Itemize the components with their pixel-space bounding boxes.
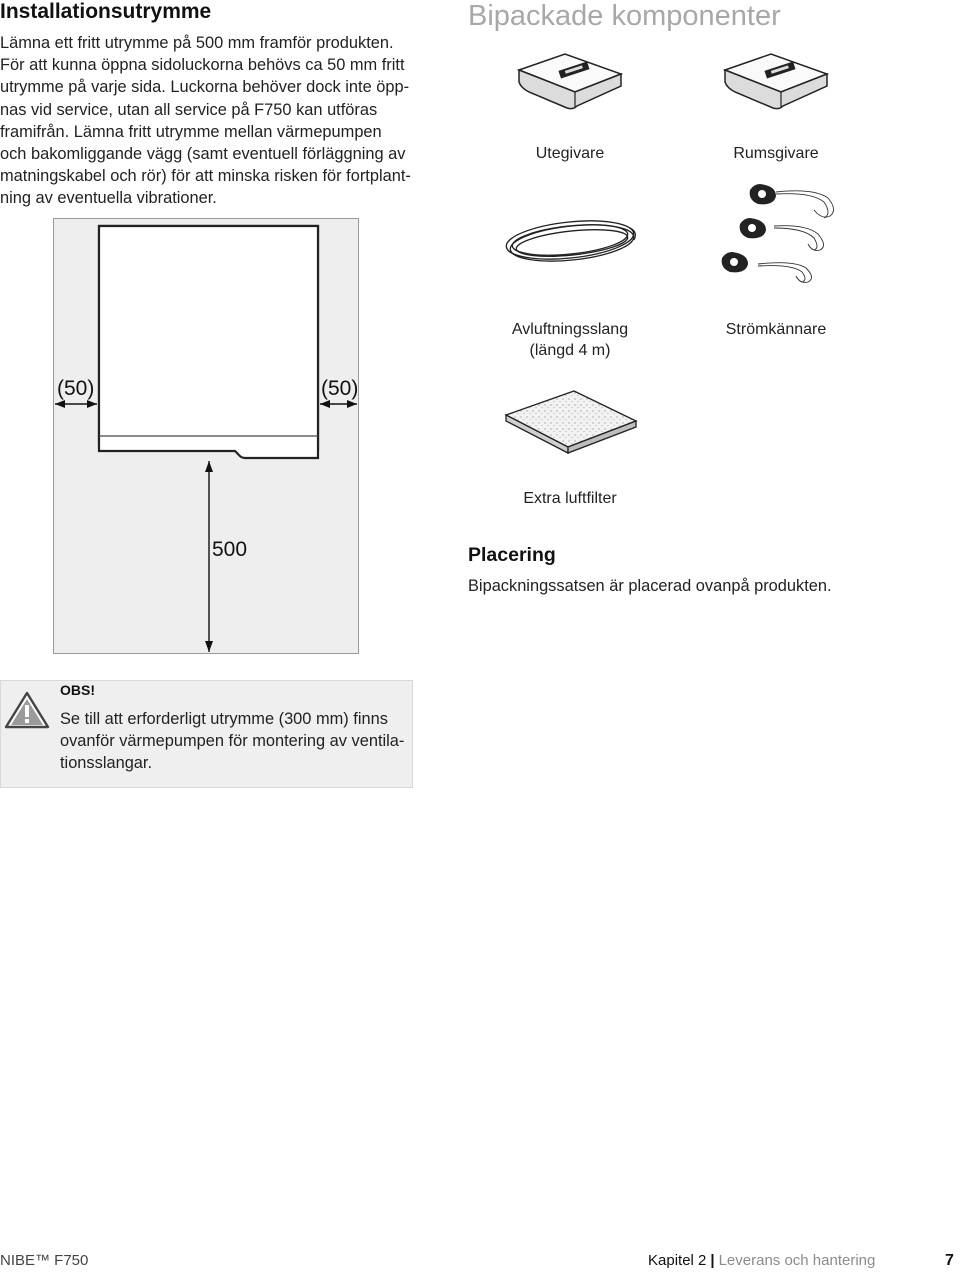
paragraph-line: Lämna ett fritt utrymme på 500 mm framför produkten. [0,34,394,52]
placement-heading: Placering [468,544,556,566]
right-clearance-label: (50) [321,377,359,400]
caption-line: Avluftningsslang [511,321,629,338]
footer-chapter-title: Leverans och hantering [718,1252,876,1269]
section-title-installation: Installationsutrymme [0,0,212,23]
footer-product: NIBE™ F750 [0,1252,89,1269]
note-line: Se till att erforderligt utrymme (300 mm) finns [60,710,388,728]
clearance-diagram [53,218,359,654]
paragraph-line: För att kunna öppna sidoluckorna behövs ca 50 mm fritt [0,56,405,75]
outdoor-sensor-icon [515,48,625,118]
front-clearance-label: 500 [212,538,248,561]
footer-separator: | [710,1252,715,1269]
page-number: 7 [945,1252,954,1269]
clearance-diagram-svg [53,218,359,654]
caption-room-sensor [716,143,836,164]
heat-pump-body [99,226,318,458]
caption-current-sensor [706,319,846,340]
footer-chapter-number: Kapitel 2 [648,1252,707,1269]
warning-icon [3,690,51,730]
paragraph-line: och bakomliggande vägg (samt eventuell förläggning av [0,145,406,164]
paragraph-line: framifrån. Lämna fritt utrymme mellan värmepumpen [0,122,382,141]
paragraph-line: ning av eventuella vibrationer. [0,189,217,208]
caption-line: Extra luftfilter [523,490,617,507]
paragraph-line: utrymme på varje sida. Luckorna behöver dock inte öpp- [0,78,410,97]
current-sensor-icon [714,180,844,290]
placement-text: Bipackningssatsen är placerad ovanpå produkten. [468,577,832,595]
footer-chapter [648,1252,875,1269]
installation-paragraph [0,32,425,210]
left-clearance-label: (50) [57,377,95,400]
caption-line: (längd 4 m) [529,342,611,359]
note-label: OBS! [60,682,95,698]
caption-vent-hose [490,319,650,361]
room-sensor-icon [721,48,831,118]
caption-line: Rumsgivare [733,145,819,162]
note-text [60,708,410,775]
caption-air-filter [500,488,640,509]
caption-outdoor-sensor [510,143,630,164]
paragraph-line: nas vid service, utan all service på F750 kan utföras [0,100,378,119]
air-filter-icon [502,385,642,465]
caption-line: Utegivare [535,145,605,162]
note-line: ovanför värmepumpen för montering av ventila- [60,732,405,751]
caption-line: Strömkännare [725,321,827,338]
note-line: tionsslangar. [60,754,153,773]
vent-hose-icon [502,210,642,270]
section-title-components: Bipackade komponenter [468,0,781,32]
paragraph-line: matningskabel och rör) för att minska risken för fortplant- [0,167,411,186]
